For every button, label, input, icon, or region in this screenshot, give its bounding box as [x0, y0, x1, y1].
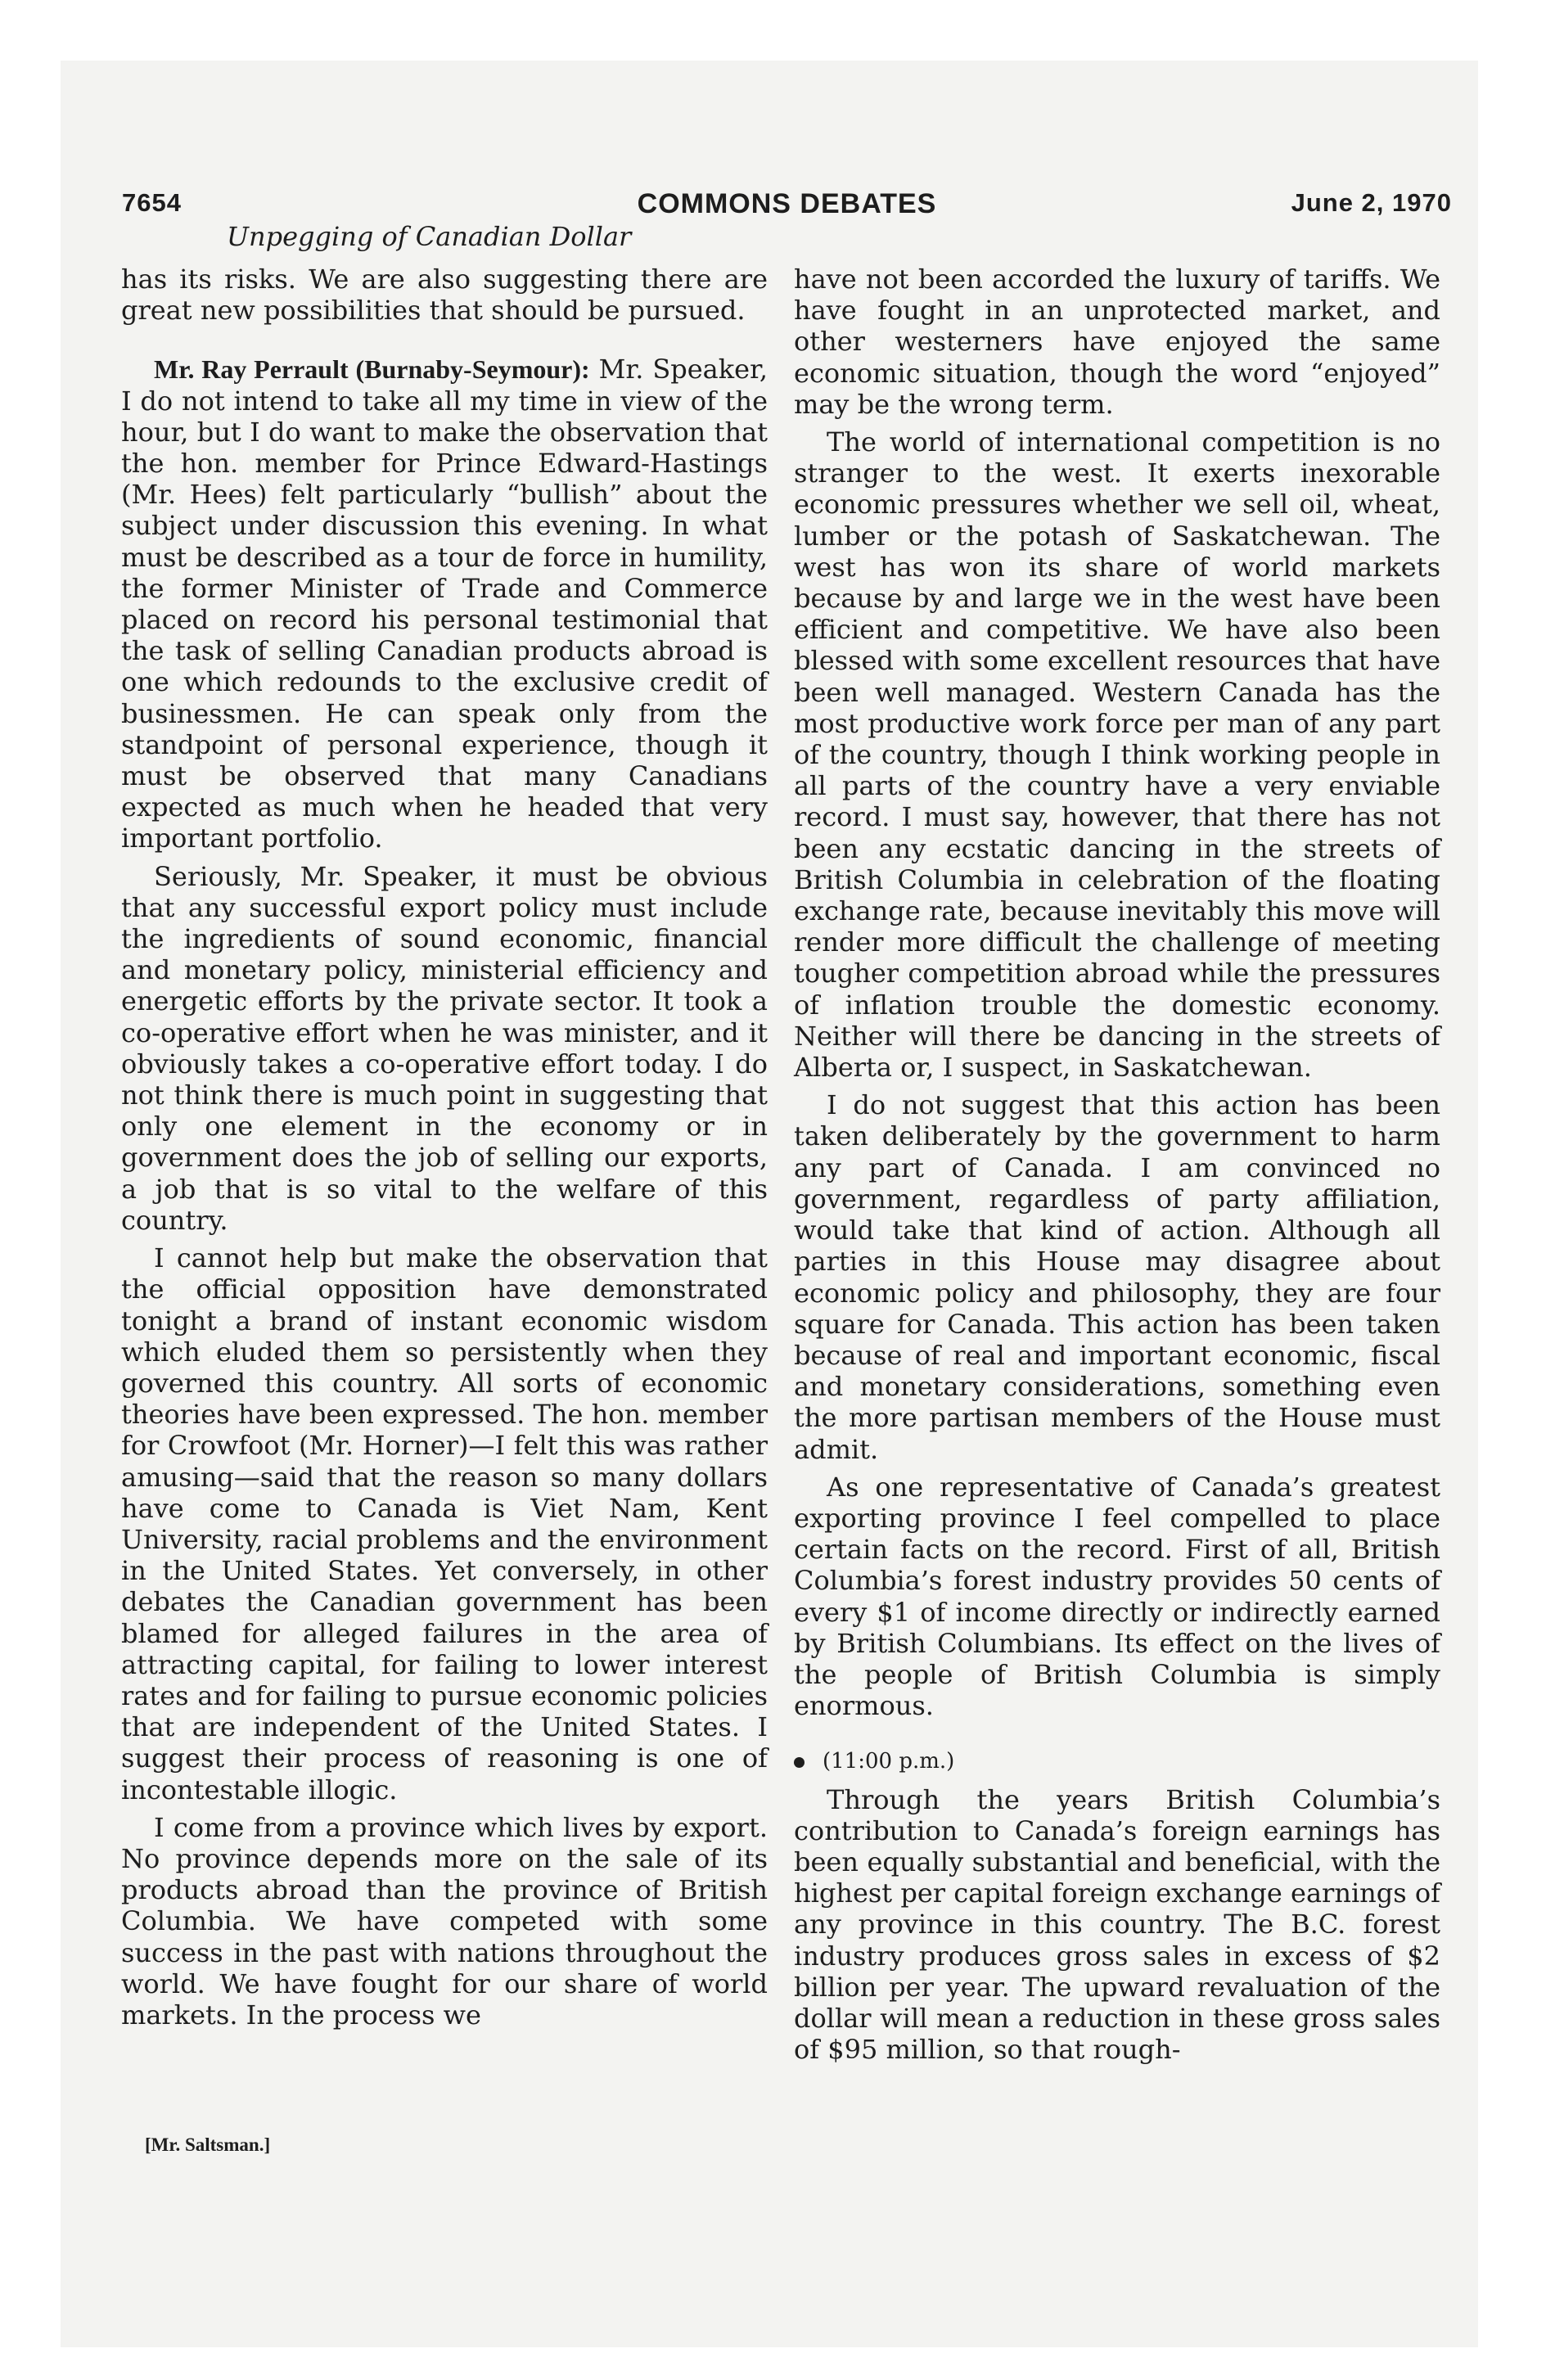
paragraph: Through the years British Columbia’s contribution to Canada’s foreign earnings has been equally substantial and beneficial, with the highest per capital foreign exchange earnings of any province in this country. The B.C. forest industry produces gross sales in excess of $2 billion per year. The upward revaluation of the dollar will mean a reduction in these gross sales of $95 million, so that rough- — [794, 1783, 1440, 2066]
paragraph: The world of international competition is no stranger to the west. It exerts inexorable economic pressures whether we sell oil, wheat, lumber or the potash of Saskatchewan. The west has won its share of world markets because by and large we in the west have been efficient and competitive. We have also been blessed with some excellent resources that have been well managed. Western Canada has the most productive work force per man of any part of the country, though I think working people in all parts of the country have a very enviable record. I must say, however, that there has not been any ecstatic dancing in the streets of British Columbia in celebration of the floating exchange rate, because inevitably this move will render more difficult the challenge of meeting tougher competition abroad while the pressures of inflation trouble the domestic economy. Neither will there be dancing in the streets of Alberta or, I suspect, in Saskatchewan. — [794, 426, 1440, 1084]
running-subtitle: Unpegging of Canadian Dollar — [227, 221, 632, 252]
paragraph: Seriously, Mr. Speaker, it must be obvious that any successful export policy must include the ingredients of sound economic, financial and monetary policy, ministerial efficiency and energetic efforts by the private sector. It took a co-operative effort when he was minister, and it obviously takes a co-operative effort today. I do not think there is much point in suggesting that only one element in the economy or in government does the job of selling our exports, a job that is so vital to the welfare of this country. — [121, 860, 768, 1236]
paragraph: has its risks. We are also suggesting there are great new possibilities that should be pursued. — [121, 264, 768, 327]
bullet-icon — [794, 1757, 805, 1768]
time-marker — [794, 1746, 1440, 1777]
speaker-name: Mr. Ray Perrault (Burnaby-Seymour): — [154, 354, 590, 385]
page-number: 7654 — [122, 188, 182, 217]
speaker-paragraph — [121, 354, 768, 854]
paragraph: As one representative of Canada’s greatest exporting province I feel compelled to place certain facts on the record. First of all, British Columbia’s forest industry provides 50 cents of every $1 of income directly or indirectly earned by British Columbians. Its effect on the lives of the people of British Columbia is simply enormous. — [794, 1471, 1440, 1722]
paragraph-text: Mr. Speaker, I do not intend to take all my time in view of the hour, but I do want to make the observation that the hon. member for Prince Edward-Hastings (Mr. Hees) felt particularly “bullish” about the subject under discussion this evening. In what must be described as a tour de force in humility, the former Minister of Trade and Commerce placed on record his personal testimonial that the task of selling Canadian products abroad is one which redounds to the exclusive credit of businessmen. He can speak only from the standpoint of personal experience, though it must be observed that many Canadians expected as much when he headed that very important portfolio. — [121, 354, 768, 854]
page-date: June 2, 1970 — [1291, 188, 1452, 217]
paragraph: I do not suggest that this action has been taken deliberately by the government to harm any part of Canada. I am convinced no government, regardless of party affiliation, would take that kind of action. Although all parties in this House may disagree about economic policy and philosophy, they are four square for Canada. This action has been taken because of real and important economic, fiscal and monetary considerations, something even the more partisan members of the House must admit. — [794, 1089, 1440, 1465]
left-column — [121, 264, 768, 2031]
page-header — [122, 188, 1452, 224]
right-column — [794, 264, 1440, 2065]
paragraph: I come from a province which lives by export. No province depends more on the sale of its products abroad than the province of British Columbia. We have competed with some success in the past with nations throughout the world. We have fought for our share of world markets. In the process we — [121, 1811, 768, 2031]
speaker-footer: [Mr. Saltsman.] — [145, 2134, 271, 2155]
time-marker-text: (11:00 p.m.) — [823, 1749, 955, 1774]
paragraph: I cannot help but make the observation that the official opposition have demonstrated tonight a brand of instant economic wisdom which eluded them so persistently when they governed this country. All sorts of economic theories have been expressed. The hon. member for Crowfoot (Mr. Horner)—I felt this was rather amusing—said that the reason so many dollars have come to Canada is Viet Nam, Kent University, racial problems and the environment in the United States. Yet conversely, in other debates the Canadian government has been blamed for alleged failures in the area of attracting capital, for failing to lower interest rates and for failing to pursue economic policies that are independent of the United States. I suggest their process of reasoning is one of incontestable illogic. — [121, 1242, 768, 1805]
publication-title: COMMONS DEBATES — [637, 188, 937, 219]
paragraph: have not been accorded the luxury of tariffs. We have fought in an unprotected market, and other westerners have enjoyed the same economic situation, though the word “enjoyed” may be the wrong term. — [794, 264, 1440, 420]
